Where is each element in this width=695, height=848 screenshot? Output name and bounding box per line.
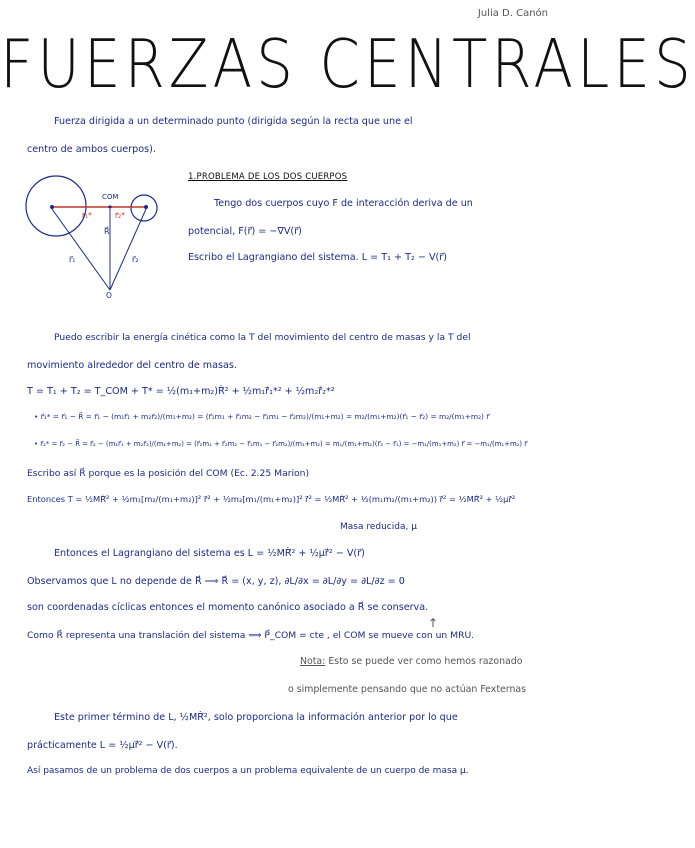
body-2-circle	[131, 195, 157, 221]
paragraph-cyclic-2: son coordenadas cíclicas entonces el momento canónico asociado a R⃗ se conserva.	[27, 602, 429, 613]
r2-star-label: r⃗₂*	[115, 211, 125, 220]
equation-T: T = T₁ + T₂ = T_COM + T* = ½(m₁+m₂)Ṙ⃗² + ½m₁ṙ⃗₁*² + ½m₂ṙ⃗₂*²	[27, 386, 335, 397]
intro-line-1: Fuerza dirigida a un determinado punto (dirigida según la recta que une el	[54, 116, 413, 127]
note-line-2: o simplemente pensando que no actúan Fexternas	[288, 684, 527, 695]
equation-r2-star: • r⃗₂* = r⃗₂ − R⃗ = r⃗₂ − (m₁r⃗₁ + m₂r⃗₂)/(m₁+m₂) = (r⃗₂m₁ + r⃗₂m₂ − r⃗₁m₁ − r⃗₂m₂)/(m₁+m₂) = m₁/(m₁+m₂)(r⃗₂ − r⃗₁) = −m₁/(m₁+m₂) r⃗ = −m₁/(m₁+m₂) r⃗	[34, 440, 528, 448]
vector-r1	[52, 209, 110, 290]
equation-r1-star: • r⃗₁* = r⃗₁ − R⃗ = r⃗₁ − (m₁r⃗₁ + m₂r⃗₂)/(m₁+m₂) = (r⃗₁m₁ + r⃗₁m₂ − r⃗₁m₁ − r⃗₂m₂)/(m₁+m₂) = m₂/(m₁+m₂)(r⃗₁ − r⃗₂) = m₂/(m₁+m₂) r⃗	[34, 412, 490, 421]
body-1-circle	[26, 176, 86, 236]
page-title: FUERZAS CENTRALES	[0, 24, 695, 104]
reduced-mass-label: Masa reducida, μ	[340, 522, 417, 532]
two-body-diagram	[22, 176, 162, 300]
note-line-1	[300, 656, 522, 667]
paragraph-cyclic-1: Observamos que L no depende de R⃗ ⟹ R⃗ = (x, y, z), ∂L/∂x = ∂L/∂y = ∂L/∂z = 0	[27, 576, 405, 587]
r1-star-label: r⃗₁*	[82, 211, 92, 220]
paragraph-first-term-1: Este primer término de L, ½MṘ⃗², solo proporciona la información anterior por lo que	[54, 712, 458, 723]
author-name: Julia D. Canón	[477, 8, 548, 19]
note-text-1: Esto se puede ver como hemos razonado	[328, 656, 523, 667]
section-text-3: Escribo el Lagrangiano del sistema. L = T₁ + T₂ − V(r⃗)	[188, 252, 447, 263]
note-label: Nota:	[300, 656, 326, 667]
vector-r2	[110, 209, 146, 290]
R-label: R⃗	[104, 227, 110, 236]
body-2-dot	[144, 205, 148, 209]
paragraph-kinetic-2: movimiento alrededor del centro de masas.	[27, 360, 237, 371]
body-1-dot	[50, 205, 54, 209]
section-text-2: potencial, F(r⃗) = −∇V(r⃗)	[188, 226, 302, 237]
com-label: COM	[102, 193, 119, 201]
paragraph-lagrangian: Entonces el Lagrangiano del sistema es L = ½MṘ⃗² + ½μṙ⃗² − V(r⃗)	[54, 548, 365, 559]
section-heading: 1.PROBLEMA DE LOS DOS CUERPOS	[188, 172, 348, 182]
paragraph-translation: Como R⃗ representa una translación del sistema ⟹ P⃗_COM = cte , el COM se mueve con un MRU.	[27, 630, 475, 641]
paragraph-com: Escribo así R⃗ porque es la posición del COM (Ec. 2.25 Marion)	[27, 468, 310, 479]
r2-label: r⃗₂	[132, 255, 139, 264]
intro-line-2: centro de ambos cuerpos).	[27, 144, 156, 155]
com-dot	[108, 205, 111, 208]
origin-label: O	[106, 291, 112, 300]
note-arrow-icon: ↑	[428, 616, 439, 630]
section-text-1: Tengo dos cuerpos cuyo F de interacción deriva de un	[214, 198, 473, 209]
paragraph-kinetic-1: Puedo escribir la energía cinética como la T del movimiento del centro de masas y la T del	[54, 332, 471, 343]
paragraph-first-term-2: prácticamente L = ½μṙ⃗² − V(r⃗).	[27, 740, 178, 751]
paragraph-conclusion: Así pasamos de un problema de dos cuerpos a un problema equivalente de un cuerpo de masa μ.	[27, 766, 469, 776]
r1-label: r⃗₁	[69, 255, 76, 264]
equation-T-reduced: Entonces T = ½MṘ⃗² + ½m₁[m₂/(m₁+m₂)]² ṙ⃗² + ½m₂[m₁/(m₁+m₂)]² ṙ⃗² = ½MṘ⃗² + ½(m₁m₂/(m₁+m₂)) ṙ⃗² = ½MṘ⃗² + ½μṙ⃗²	[27, 494, 516, 504]
